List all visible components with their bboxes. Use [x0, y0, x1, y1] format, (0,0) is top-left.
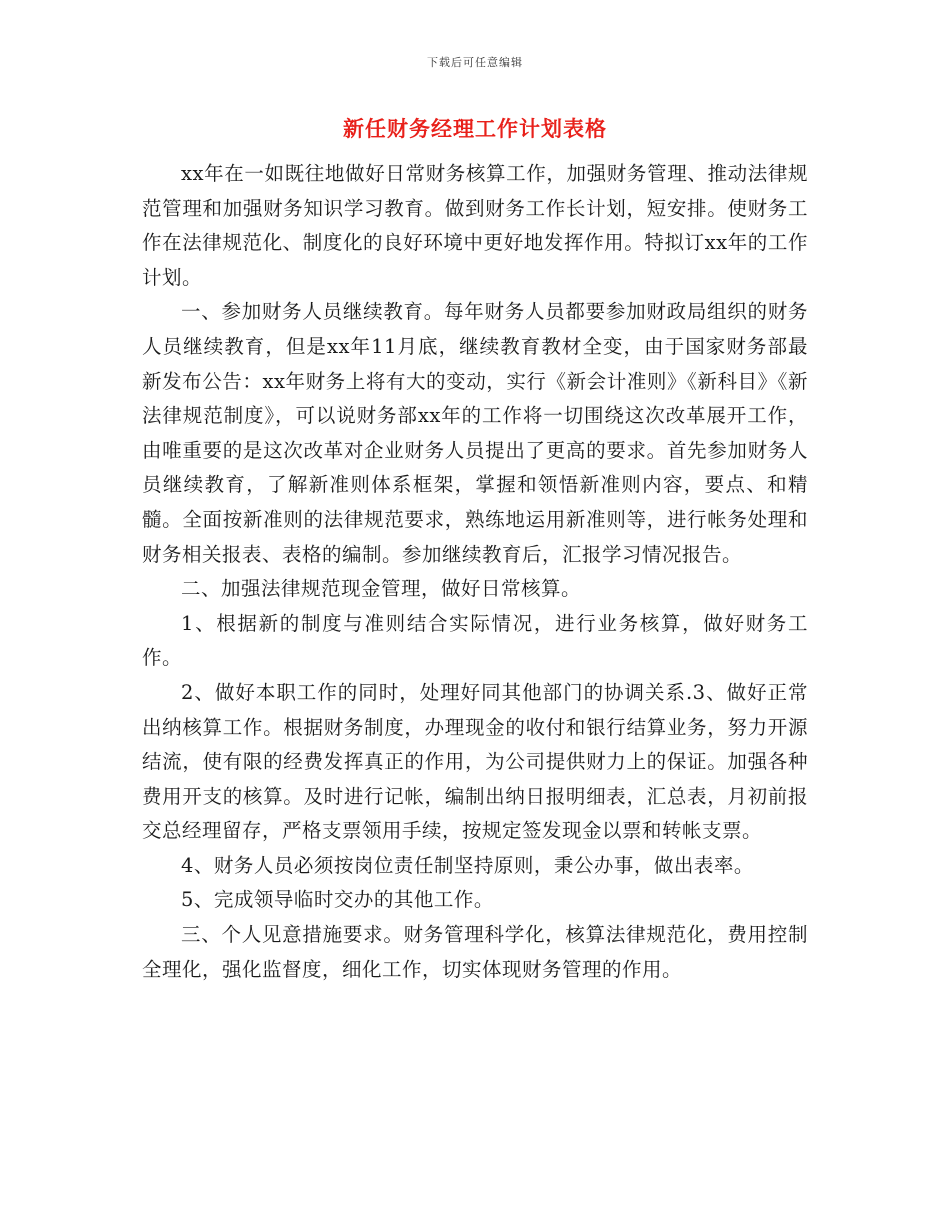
header-note: 下载后可任意编辑: [427, 56, 523, 69]
paragraph-section-1: 一、参加财务人员继续教育。每年财务人员都要参加财政局组织的财务人员继续教育，但是xx年11月底，继续教育教材全变，由于国家财务部最新发布公告：xx年财务上将有大的变动，实行《新会计准则》《新科目》《新法律规范制度》，可以说财务部xx年的工作将一切围绕这次改革展开工作，由唯重要的是这次改革对企业财务人员提出了更高的要求。首先参加财务人员继续教育，了解新准则体系框架，掌握和领悟新准则内容，要点、和精髓。全面按新准则的法律规范要求，熟练地运用新准则等，进行帐务处理和财务相关报表、表格的编制。参加继续教育后，汇报学习情况报告。: [142, 300, 808, 566]
paragraph-section-2: 二、加强法律规范现金管理，做好日常核算。: [181, 577, 582, 601]
paragraph-section-3: 三、个人见意措施要求。财务管理科学化，核算法律规范化，费用控制全理化，强化监督度，细化工作，切实体现财务管理的作用。: [142, 923, 808, 981]
document-body: [142, 157, 808, 987]
paragraph-item-2-3: 2、做好本职工作的同时，处理好同其他部门的协调关系.3、做好正常出纳核算工作。根据财务制度，办理现金的收付和银行结算业务，努力开源结流，使有限的经费发挥真正的作用，为公司提供财力上的保证。加强各种费用开支的核算。及时进行记帐，编制出纳日报明细表，汇总表，月初前报交总经理留存，严格支票领用手续，按规定签发现金以票和转帐支票。: [142, 680, 808, 843]
paragraph-item-1: 1、根据新的制度与准则结合实际情况，进行业务核算，做好财务工作。: [142, 611, 808, 670]
document-title: 新任财务经理工作计划表格: [343, 116, 607, 141]
paragraph-item-4: 4、财务人员必须按岗位责任制坚持原则，秉公办事，做出表率。: [181, 853, 754, 877]
paragraph-intro: xx年在一如既往地做好日常财务核算工作，加强财务管理、推动法律规范管理和加强财务知识学习教育。做到财务工作长计划，短安排。使财务工作在法律规范化、制度化的良好环境中更好地发挥作用。特拟订xx年的工作计划。: [142, 162, 808, 289]
paragraph-item-5: 5、完成领导临时交办的其他工作。: [181, 888, 494, 912]
